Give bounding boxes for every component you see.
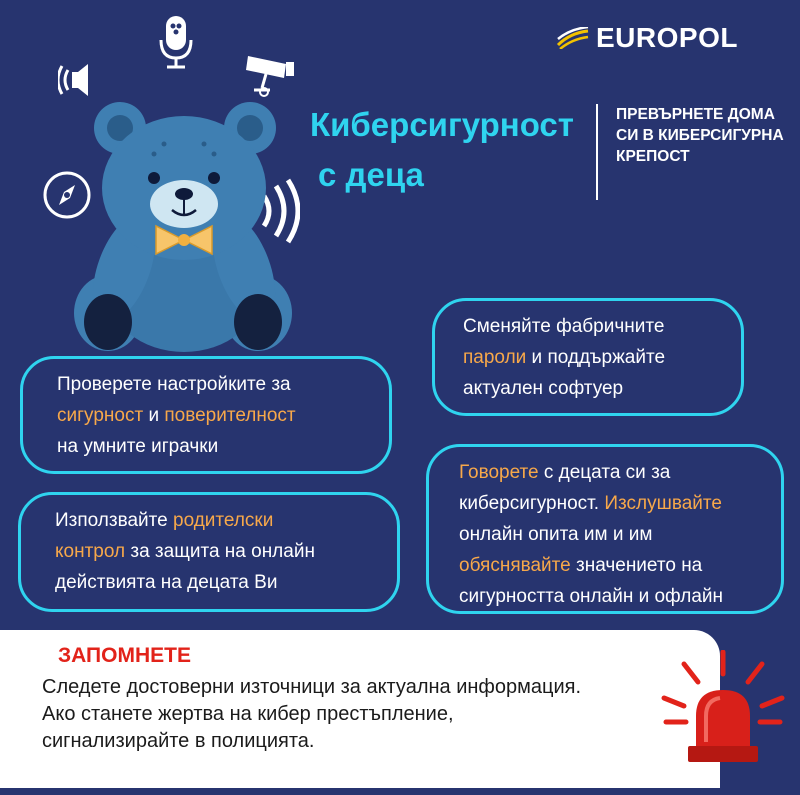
- tip-change-passwords: [432, 298, 744, 416]
- tip-settings-line-1: Проверете настройките за: [57, 374, 291, 395]
- europol-logo-text: EUROPOL: [596, 22, 738, 53]
- camera-icon: [244, 50, 296, 100]
- highlight-privacy: поверителност: [164, 405, 296, 426]
- tip-parental-control: [18, 492, 400, 612]
- tip-talk-line-2: [459, 488, 775, 519]
- teddy-bear-illustration: [68, 98, 298, 353]
- highlight-parental: родителски: [173, 510, 274, 531]
- title-line-2: с деца: [318, 156, 424, 193]
- tip-talk-meaning: значението на: [570, 555, 703, 576]
- highlight-passwords: пароли: [463, 347, 527, 368]
- remember-body: [42, 674, 672, 755]
- highlight-control: контрол: [55, 541, 126, 562]
- remember-line-1: Следете достоверни източници за актуална информация.: [42, 676, 582, 698]
- title-line-1: Киберсигурност: [310, 106, 574, 143]
- tip-talk-line-5: сигурността онлайн и офлайн: [459, 586, 724, 607]
- tip-talk-line-4: [459, 550, 775, 581]
- tip-settings-line-2: [57, 400, 379, 431]
- highlight-talk: Говорете: [459, 462, 539, 483]
- highlight-explain: обяснявайте: [459, 555, 571, 576]
- europol-logo: [556, 20, 766, 56]
- speaker-icon: [58, 60, 104, 100]
- tip-passwords-line-2: [463, 342, 731, 373]
- tip-talk-line-3: онлайн опита им и им: [459, 524, 653, 545]
- tip-settings-and: и: [143, 405, 165, 426]
- tagline: ПРЕВЪРНЕТЕ ДОМА СИ В КИБЕРСИГУРНА КРЕПОСТ: [616, 106, 784, 165]
- remember-line-2: Ако станете жертва на кибер престъпление,: [42, 703, 454, 725]
- tip-passwords-maintain: и поддържайте: [526, 347, 666, 368]
- tip-parental-line-3: действията на децата Ви: [55, 572, 278, 593]
- alarm-light-icon: [660, 650, 786, 770]
- remember-title: ЗАПОМНЕТЕ: [58, 644, 191, 667]
- highlight-security: сигурност: [57, 405, 144, 426]
- remember-line-3: сигнализирайте в полицията.: [42, 730, 315, 752]
- europol-logo-mark-icon: [556, 27, 590, 49]
- tip-parental-line-2: [55, 536, 387, 567]
- tip-smart-toy-settings: [20, 356, 392, 474]
- highlight-listen: Изслушвайте: [604, 493, 722, 514]
- microphone-icon: [158, 14, 194, 70]
- tip-talk-children: с децата си за: [538, 462, 671, 483]
- tip-parental-use: Използвайте: [55, 510, 173, 531]
- tip-parental-line-1: [55, 505, 387, 536]
- page-title: [310, 100, 574, 200]
- tip-passwords-line-3: актуален софтуер: [463, 378, 624, 399]
- tip-talk-cyber: киберсигурност.: [459, 493, 605, 514]
- tip-talk-to-children: [426, 444, 784, 614]
- tip-talk-line-1: [459, 457, 775, 488]
- tip-settings-line-3: на умните играчки: [57, 436, 219, 457]
- tip-parental-protect: за защита на онлайн: [125, 541, 315, 562]
- title-divider: [596, 104, 598, 200]
- tip-passwords-line-1: Сменяйте фабричните: [463, 316, 665, 337]
